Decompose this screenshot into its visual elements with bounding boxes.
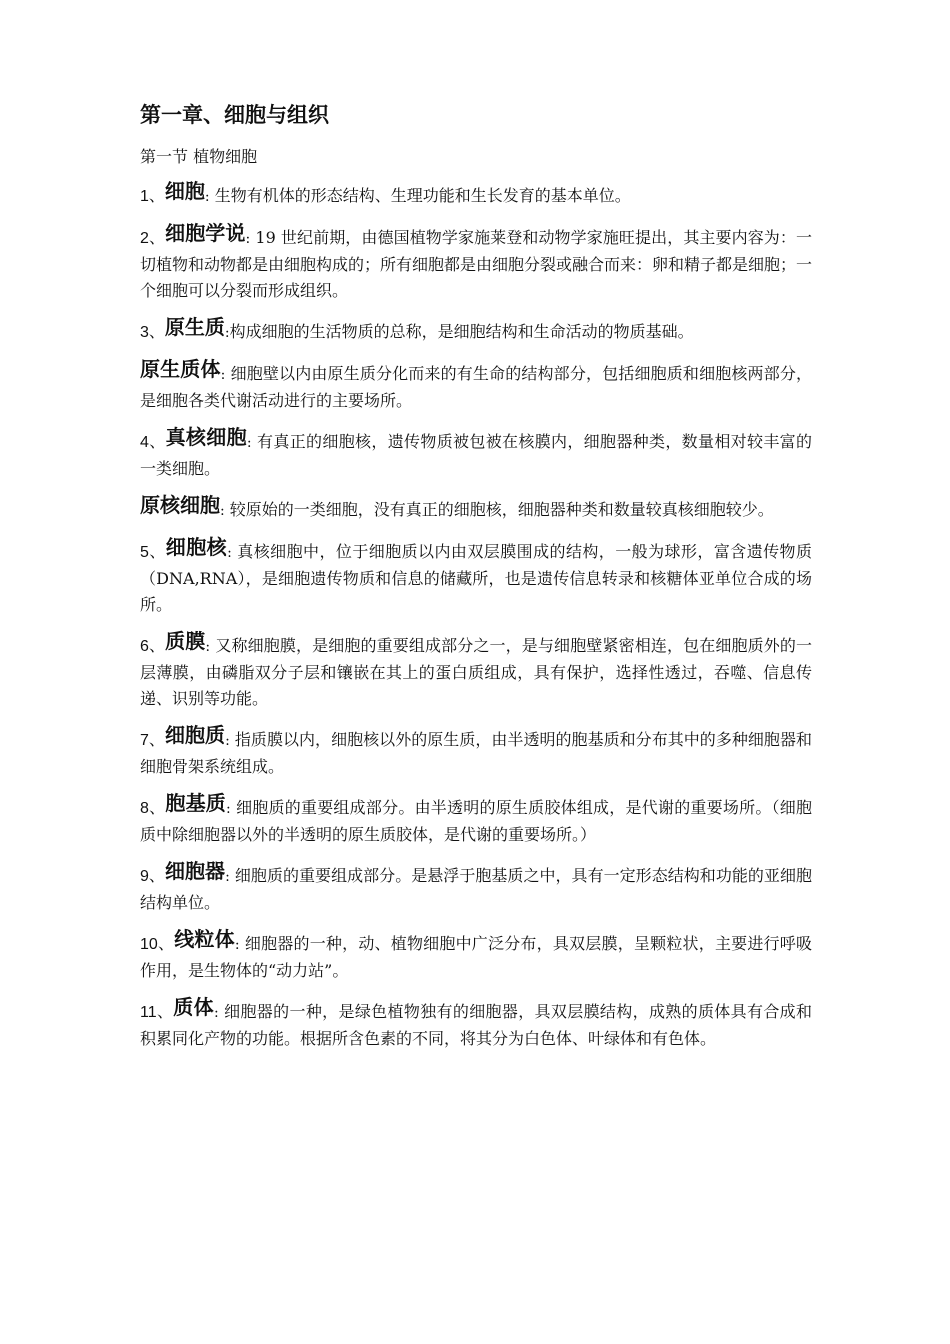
entry-definition: 又称细胞膜，是细胞的重要组成部分之一，是与细胞壁紧密相连，包在细胞质外的一层薄膜，由磷脂双分子层和镶嵌在其上的蛋白质组成，具有保护，选择性透过，吞噬、信息传递、识别等功能。 bbox=[140, 636, 812, 708]
entry-colon: : bbox=[224, 325, 230, 341]
section-title: 第一节 植物细胞 bbox=[140, 147, 258, 166]
entry-9 bbox=[140, 858, 812, 916]
entry-definition: 细胞质的重要组成部分。是悬浮于胞基质之中，具有一定形态结构和功能的亚细胞结构单位。 bbox=[140, 866, 812, 912]
entry-2 bbox=[140, 220, 812, 304]
entry-number: 6、 bbox=[140, 638, 166, 655]
entry-5 bbox=[140, 534, 812, 618]
entry-7 bbox=[140, 722, 812, 780]
entry-term: 细胞质 bbox=[164, 723, 226, 747]
entry-definition: 细胞壁以内由原生质分化而来的有生命的结构部分，包括细胞质和细胞核两部分，是细胞各类代谢活动进行的主要场所。 bbox=[140, 364, 812, 410]
entry-11 bbox=[140, 994, 812, 1052]
entry-colon: : bbox=[225, 733, 230, 749]
entry-10 bbox=[140, 926, 812, 984]
entry-number: 4、 bbox=[140, 434, 166, 451]
entry-colon: : bbox=[246, 435, 252, 451]
entry-colon: : bbox=[225, 869, 230, 885]
entry-term: 细胞器 bbox=[164, 859, 226, 883]
entry-term: 细胞核 bbox=[165, 535, 228, 559]
entry-definition: 真核细胞中，位于细胞质以内由双层膜围成的结构，一般为球形，富含遗传物质（DNA,RNA），是细胞遗传物质和信息的储藏所，也是遗传信息转录和核糖体亚单位合成的场所。 bbox=[140, 542, 812, 614]
entry-term: 原生质 bbox=[164, 315, 225, 339]
entry-1 bbox=[140, 178, 812, 210]
entry-number: 1、 bbox=[140, 188, 165, 205]
entry-term: 线粒体 bbox=[174, 927, 235, 951]
entry-definition: 细胞质的重要组成部分。由半透明的原生质胶体组成，是代谢的重要场所。（细胞质中除细胞器以外的半透明的原生质胶体，是代谢的重要场所。） bbox=[140, 798, 813, 844]
entry-definition: 构成细胞的生活物质的总称，是细胞结构和生命活动的物质基础。 bbox=[229, 322, 694, 341]
entry-number: 8、 bbox=[140, 800, 166, 817]
entry-term: 原核细胞 bbox=[140, 493, 220, 517]
entry-number: 9、 bbox=[140, 868, 165, 885]
entry-definition: 生物有机体的形态结构、生理功能和生长发育的基本单位。 bbox=[209, 186, 631, 205]
entry-number: 7、 bbox=[140, 732, 165, 749]
entry-8 bbox=[140, 790, 812, 848]
entry-colon: : bbox=[234, 937, 240, 953]
entry-number: 2、 bbox=[140, 230, 166, 247]
entry-protoplast bbox=[140, 356, 812, 414]
entry-number: 11、 bbox=[140, 1004, 174, 1021]
entry-term: 原生质体 bbox=[140, 357, 221, 381]
entry-3 bbox=[140, 314, 812, 346]
entry-colon: : bbox=[205, 639, 211, 655]
entry-definition: 细胞器的一种，动、植物细胞中广泛分布，具双层膜，呈颗粒状，主要进行呼吸作用，是生物体的“动力站”。 bbox=[140, 934, 812, 980]
entry-term: 真核细胞 bbox=[165, 425, 247, 449]
entry-colon: : bbox=[220, 503, 225, 519]
entry-definition: 指质膜以内，细胞核以外的原生质，由半透明的胞基质和分布其中的多种细胞器和细胞骨架系统组成。 bbox=[140, 730, 812, 776]
entry-colon: : bbox=[226, 801, 231, 817]
entry-definition: 有真正的细胞核，遗传物质被包被在核膜内，细胞器种类，数量相对较丰富的一类细胞。 bbox=[140, 432, 813, 478]
entry-colon: : bbox=[204, 189, 210, 205]
entry-term: 细胞 bbox=[164, 179, 205, 203]
entry-number: 3、 bbox=[140, 324, 165, 341]
entry-term: 细胞学说 bbox=[165, 221, 246, 245]
chapter-title: 第一章、细胞与组织 bbox=[140, 103, 329, 127]
entry-6 bbox=[140, 628, 812, 712]
entry-colon: : bbox=[245, 231, 251, 247]
entry-term: 胞基质 bbox=[165, 791, 227, 815]
entry-term: 质膜 bbox=[165, 629, 206, 653]
entry-definition: 19 世纪前期，由德国植物学家施莱登和动物学家施旺提出，其主要内容为：一切植物和动物都是由细胞构成的；所有细胞都是由细胞分裂或融合而来：卵和精子都是细胞；一个细胞可以分裂而形成组织。 bbox=[140, 228, 813, 300]
page-content bbox=[140, 100, 812, 1062]
entry-colon: : bbox=[220, 367, 226, 383]
entry-4 bbox=[140, 424, 812, 482]
entry-colon: : bbox=[227, 545, 232, 561]
entry-definition: 较原始的一类细胞，没有真正的细胞核，细胞器种类和数量较真核细胞较少。 bbox=[224, 500, 774, 519]
entry-number: 5、 bbox=[140, 544, 166, 561]
entry-definition: 细胞器的一种，是绿色植物独有的细胞器，具双层膜结构，成熟的质体具有合成和积累同化产物的功能。根据所含色素的不同，将其分为白色体、叶绿体和有色体。 bbox=[140, 1002, 812, 1048]
entry-prokaryote bbox=[140, 492, 812, 524]
entry-term: 质体 bbox=[173, 995, 214, 1019]
entry-colon: : bbox=[213, 1005, 219, 1021]
entry-number: 10、 bbox=[140, 936, 175, 953]
